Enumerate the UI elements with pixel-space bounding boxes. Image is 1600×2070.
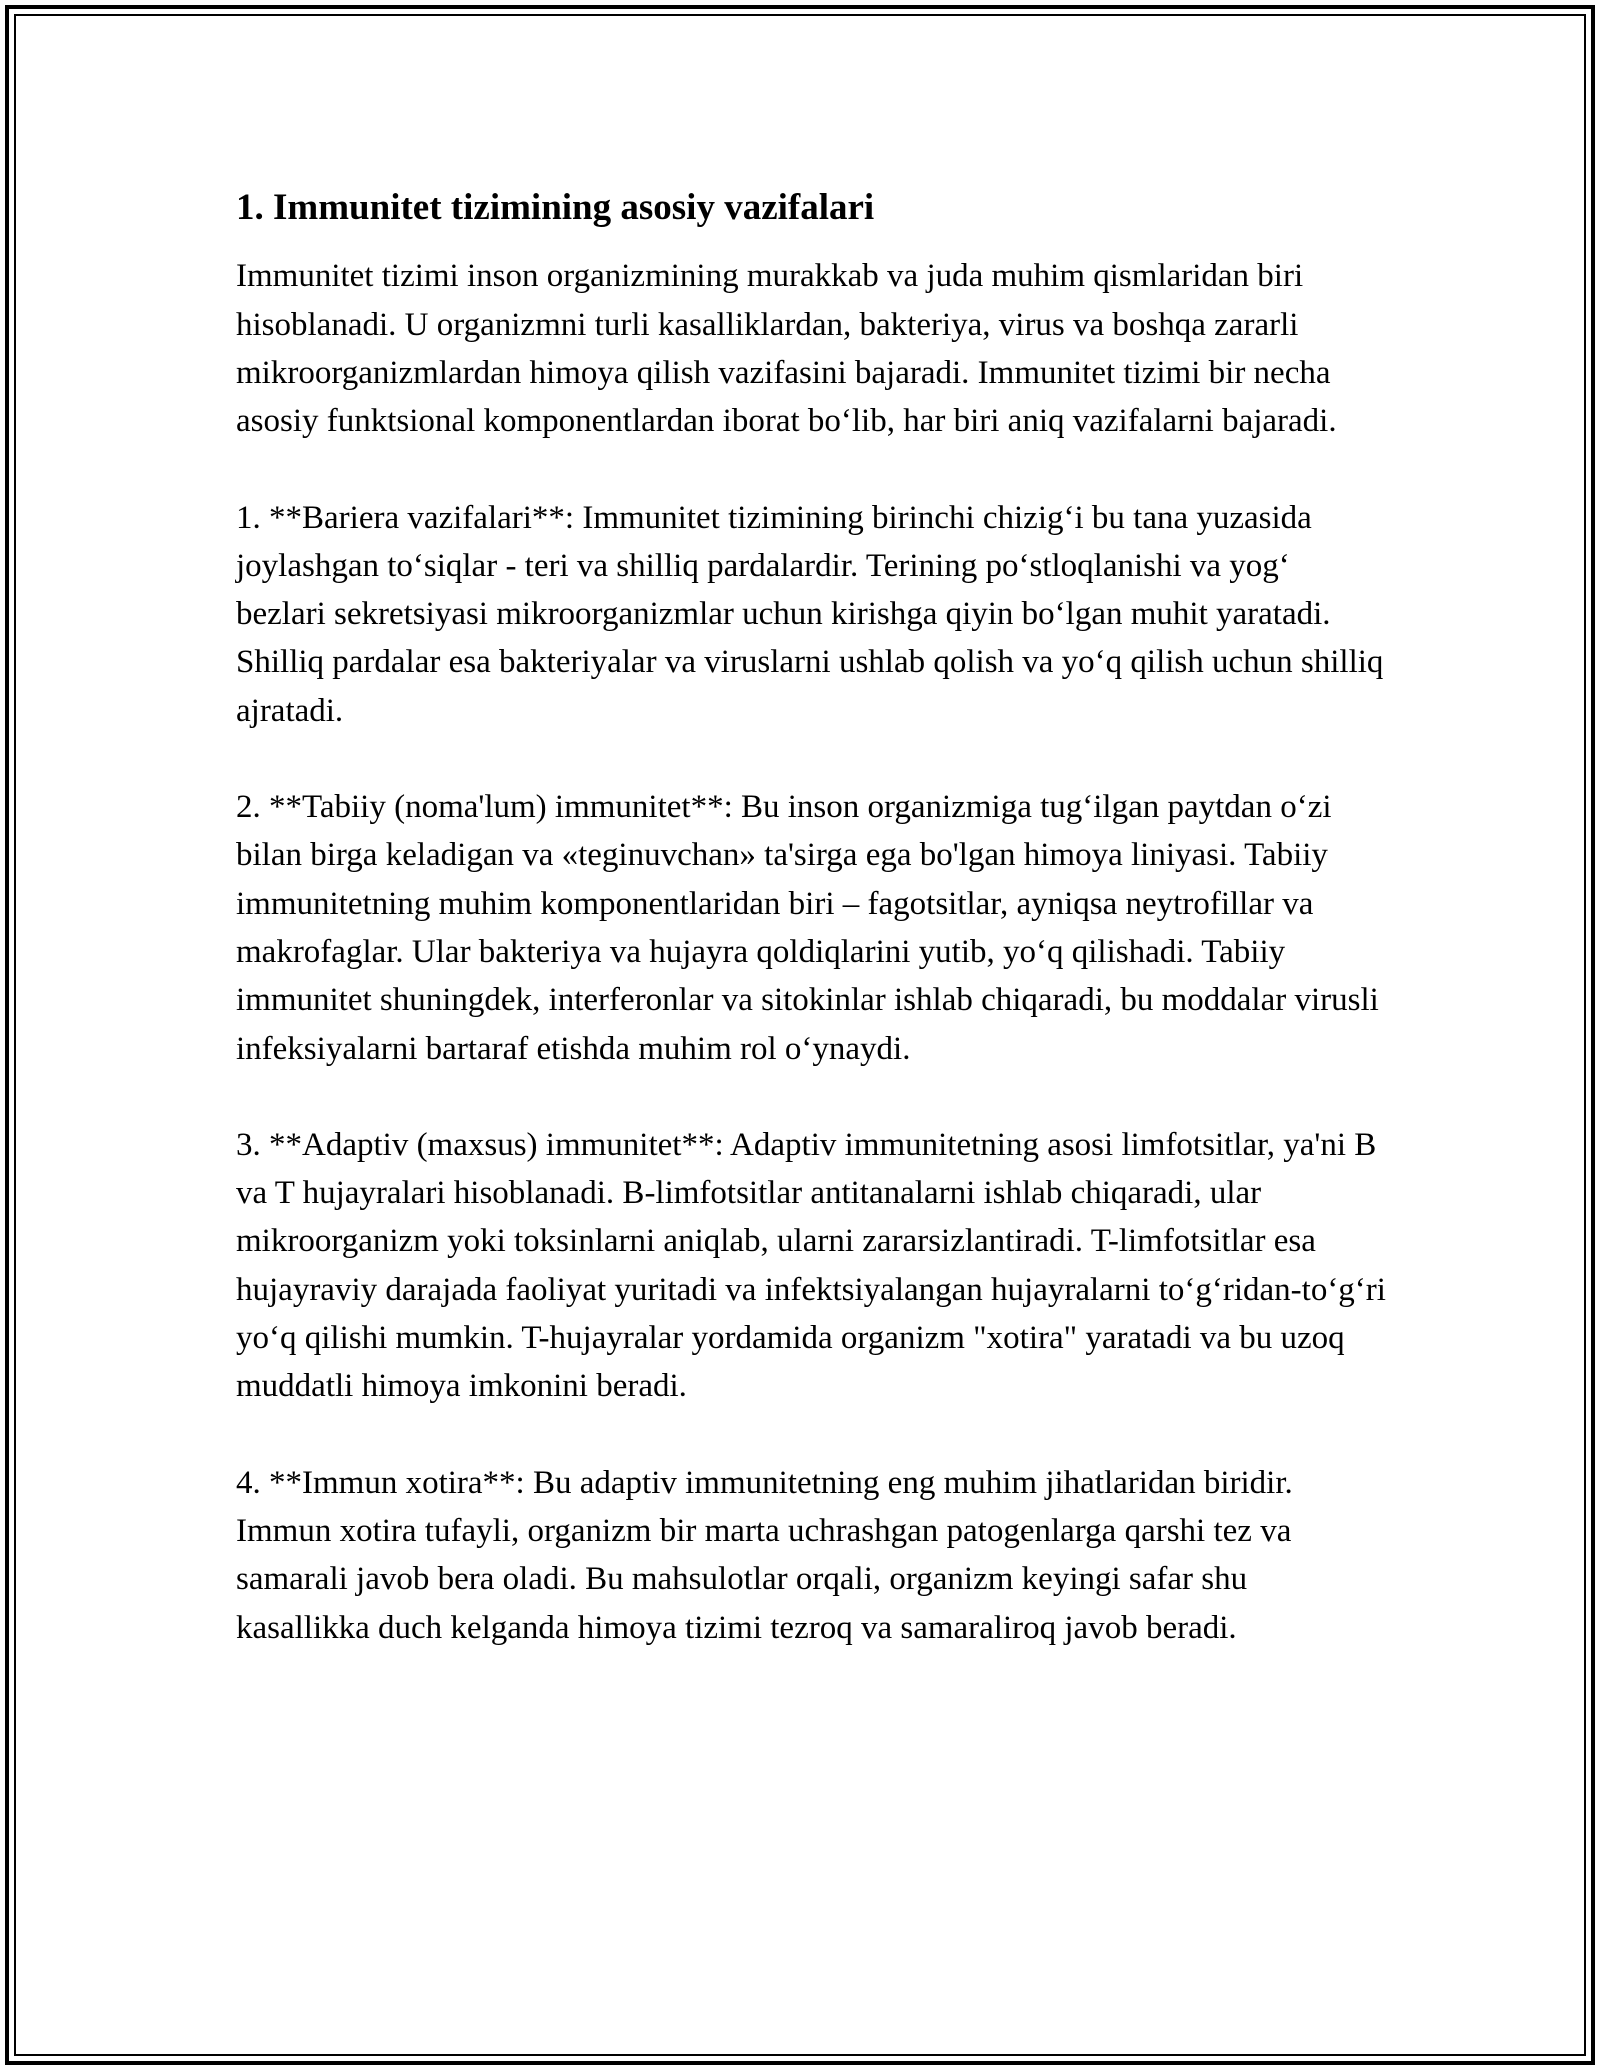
barrier-functions-paragraph: 1. **Bariera vazifalari**: Immunitet tizimining birinchi chizig‘i bu tana yuzasida joylashgan to‘siqlar - teri va shilliq pardalardir. Terining po‘stloqlanishi va yog‘ bezlari sekretsiyasi mikroorganizmlar uchun kirishga qiyin bo‘lgan muhit yaratadi. Shilliq pardalar esa bakteriyalar va viruslarni ushlab qolish va yo‘q qilish uchun shilliq ajratadi.: [236, 499, 1384, 729]
immune-memory-paragraph: 4. **Immun xotira**: Bu adaptiv immunitetning eng muhim jihatlaridan biridir. Immun xotira tufayli, organizm bir marta uchrashgan patogenlarga qarshi tez va samarali javob bera oladi. Bu mahsulotlar orqali, organizm keyingi safar shu kasallikka duch kelganda himoya tizimi tezroq va samaraliroq javob beradi.: [236, 1464, 1293, 1646]
intro-paragraph: Immunitet tizimi inson organizmining murakkab va juda muhim qismlaridan biri hisoblanadi. U organizmni turli kasalliklardan, bakteriya, virus va boshqa zararli mikroorganizmlardan himoya qilish vazifasini bajaradi. Immunitet tizimi bir necha asosiy funktsional komponentlardan iborat bo‘lib, har biri aniq vazifalarni bajaradi.: [236, 258, 1337, 440]
section-heading: 1. Immunitet tizimining asosiy vazifalari: [236, 187, 875, 228]
innate-immunity-paragraph: 2. **Tabiiy (noma'lum) immunitet**: Bu inson organizmiga tug‘ilgan paytdan o‘zi bilan birga keladigan va «teginuvchan» ta'sirga ega bo'lgan himoya liniyasi. Tabiiy immunitetning muhim komponentlaridan biri – fagotsitlar, ayniqsa neytrofillar va makrofaglar. Ular bakteriya va hujayra qoldiqlarini yutib, yo‘q qilishadi. Tabiiy immunitet shuningdek, interferonlar va sitokinlar ishlab chiqaradi, bu moddalar virusli infeksiyalarni bartaraf etishda muhim rol o‘ynaydi.: [236, 789, 1379, 1067]
adaptive-immunity-paragraph: 3. **Adaptiv (maxsus) immunitet**: Adaptiv immunitetning asosi limfotsitlar, ya'ni B va T hujayralari hisoblanadi. B-limfotsitlar antitanalarni ishlab chiqaradi, ular mikroorganizm yoki toksinlarni aniqlab, ularni zararsizlantiradi. T-limfotsitlar esa hujayraviy darajada faoliyat yuritadi va infektsiyalangan hujayralarni to‘g‘ridan-to‘g‘ri yo‘q qilishi mumkin. T-hujayralar yordamida organizm "xotira" yaratadi va bu uzoq muddatli himoya imkonini beradi.: [236, 1126, 1386, 1405]
document-body: [236, 186, 1386, 1652]
